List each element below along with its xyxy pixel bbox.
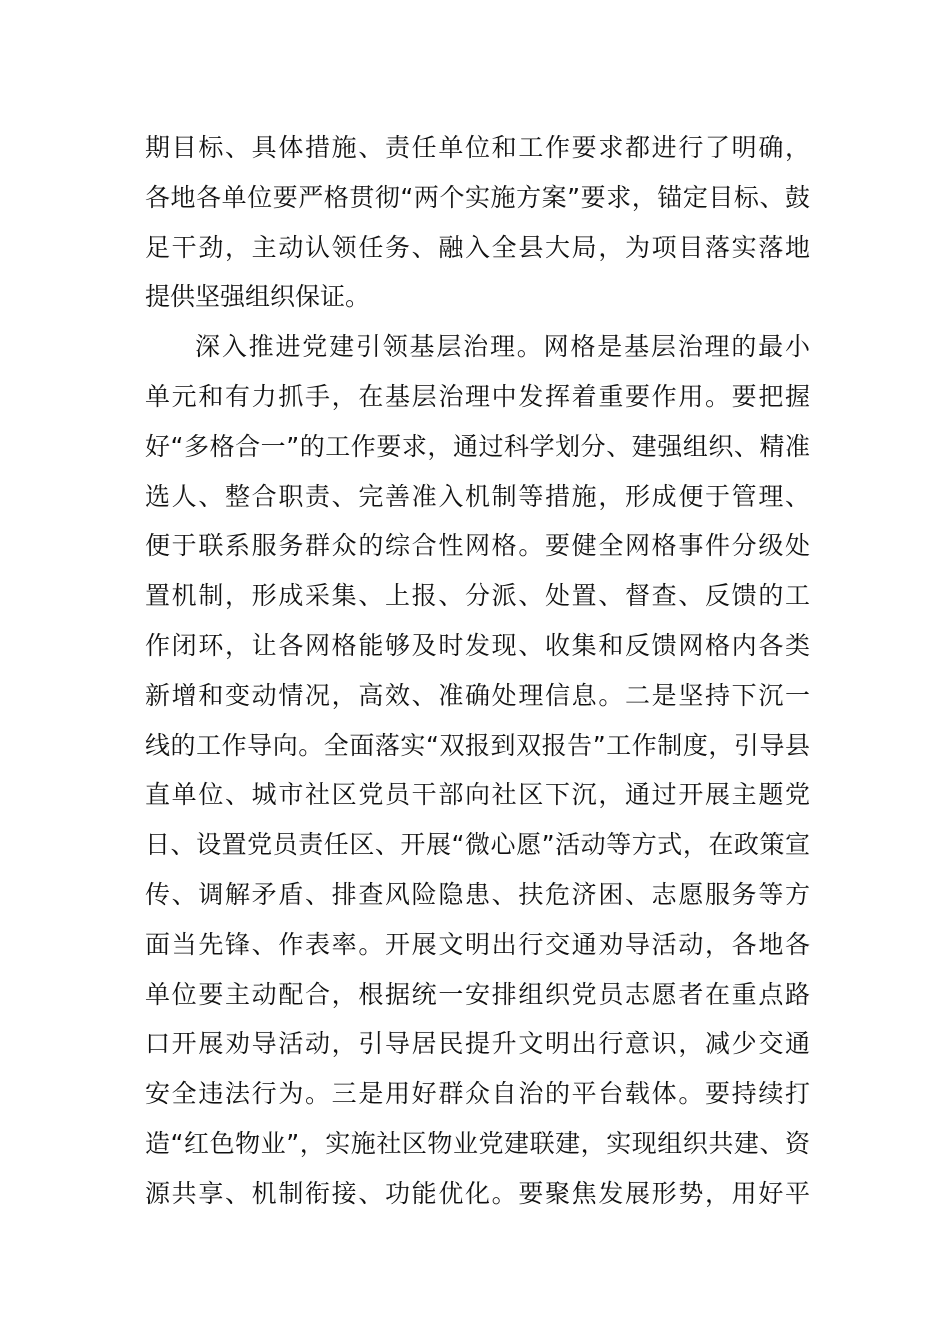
- text-line: 口开展劝导活动，引导居民提升文明出行意识，减少交通: [145, 1029, 810, 1059]
- text-line: 足干劲，主动认领任务、融入全县大局，为项目落实落地: [145, 232, 810, 262]
- text-line: 期目标、具体措施、责任单位和工作要求都进行了明确，: [145, 133, 810, 162]
- text-line: 面当先锋、作表率。开展文明出行交通劝导活动，各地各: [145, 929, 810, 959]
- text-line: 线的工作导向。全面落实“双报到双报告”工作制度，引导县: [145, 730, 810, 760]
- text-line: 直单位、城市社区党员干部向社区下沉，通过开展主题党: [145, 780, 810, 810]
- text-line: 单位要主动配合，根据统一安排组织党员志愿者在重点路: [145, 979, 810, 1009]
- text-line: 各地各单位要严格贯彻“两个实施方案”要求，锚定目标、鼓: [145, 182, 810, 212]
- text-line: 置机制，形成采集、上报、分派、处置、督查、反馈的工: [145, 581, 810, 611]
- text-line: 传、调解矛盾、排查风险隐患、扶危济困、志愿服务等方: [145, 879, 810, 909]
- paragraph-2: [145, 322, 810, 1218]
- text-line: 日、设置党员责任区、开展“微心愿”活动等方式，在政策宣: [145, 830, 810, 860]
- text-line: 新增和变动情况，高效、准确处理信息。二是坚持下沉一: [145, 680, 810, 710]
- text-line: 造“红色物业”，实施社区物业党建联建，实现组织共建、资: [145, 1128, 810, 1158]
- text-line: 深入推进党建引领基层治理。网格是基层治理的最小: [195, 332, 810, 362]
- text-line: 安全违法行为。三是用好群众自治的平台载体。要持续打: [145, 1079, 810, 1109]
- text-line: 便于联系服务群众的综合性网格。要健全网格事件分级处: [145, 531, 810, 561]
- text-line: 作闭环，让各网格能够及时发现、收集和反馈网格内各类: [145, 630, 810, 660]
- text-line: 好“多格合一”的工作要求，通过科学划分、建强组织、精准: [145, 431, 810, 461]
- document-body: [145, 123, 810, 1219]
- text-line: 单元和有力抓手，在基层治理中发挥着重要作用。要把握: [145, 381, 810, 411]
- paragraph-1: [145, 123, 810, 322]
- text-line: 选人、整合职责、完善准入机制等措施，形成便于管理、: [145, 481, 810, 511]
- text-line: 源共享、机制衔接、功能优化。要聚焦发展形势，用好平: [145, 1178, 810, 1208]
- text-line: 提供坚强组织保证。: [145, 282, 371, 312]
